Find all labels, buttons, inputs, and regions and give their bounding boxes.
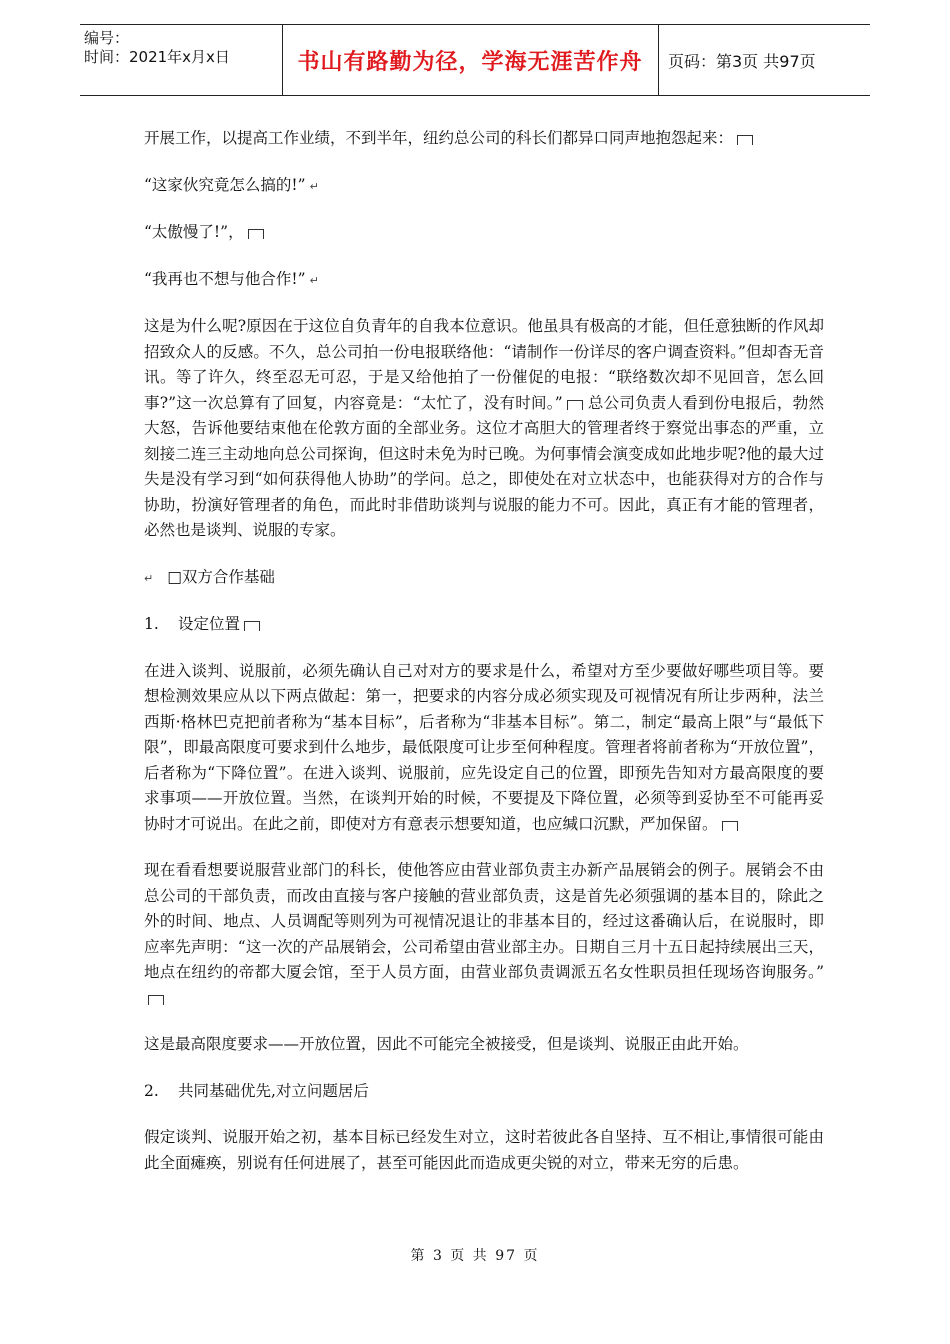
- subheading: 2. 共同基础优先,对立问题居后: [144, 1081, 369, 1100]
- paragraph: 开展工作，以提高工作业绩，不到半年，纽约总公司的科长们都异口同声地抱怨起来：: [144, 126, 824, 152]
- header-divider: [658, 25, 659, 95]
- line-break-icon: ↵: [144, 571, 154, 585]
- page-footer: 第 3 页 共 97 页: [410, 1248, 540, 1264]
- section-title: 双方合作基础: [181, 567, 275, 586]
- line-break-icon: ↵: [309, 273, 319, 287]
- header-motto: 书山有路勤为径，学海无涯苦作舟: [297, 49, 643, 75]
- document-number-label: 编号：: [84, 29, 130, 47]
- paragraph-mark-icon: [244, 621, 260, 631]
- paragraph-mark-icon: [722, 821, 738, 831]
- line-break-icon: ↵: [309, 179, 319, 193]
- paragraph-mark-icon: [148, 995, 164, 1005]
- paragraph: 这是为什么呢?原因在于这位自负青年的自我本位意识。他虽具有极高的才能，但任意独断的作风却招致众人的反感。不久，总公司拍一份电报联络他：“请制作一份详尽的客户调查资料。”但却杳无音讯。等了许久，终至忍无可忍，于是又给他拍了一份催促的电报：“联络数次却不见回音，怎么回事?”这一次总算有了回复，内容竟是：“太忙了，没有时间。” 总公司负责人看到份电报后，勃然大怒，告诉他要结束他在伦敦方面的全部业务。这位才高胆大的管理者终于察觉出事态的严重，立刻接二连三主动地向总公司探询，但这时未免为时已晚。为何事情会演变成如此地步呢?他的最大过失是没有学习到“如何获得他人协助”的学问。总之，即使处在对立状态中，也能获得对方的合作与协助，扮演好管理者的角色，而此时非借助谈判与说服的能力不可。因此，真正有才能的管理者，必然也是谈判、说服的专家。: [144, 317, 824, 539]
- paragraph-mark-icon: [248, 229, 264, 239]
- paragraph: 这是最高限度要求——开放位置，因此不可能完全被接受，但是谈判、说服正由此开始。: [144, 1035, 749, 1053]
- header-page-info: 页码：第3页 共97页: [668, 51, 816, 71]
- paragraph: 假定谈判、说服开始之初，基本目标已经发生对立，这时若彼此各自坚持、互不相让,事情很可能由此全面瘫痪，别说有任何进展了，甚至可能因此而造成更尖锐的对立，带来无穷的后患。: [144, 1128, 824, 1172]
- subheading: 1. 设定位置: [144, 612, 824, 638]
- page-header: [80, 24, 870, 96]
- paragraph-mark-icon: [567, 400, 583, 410]
- paragraph-mark-icon: [737, 135, 753, 145]
- document-body: [144, 126, 824, 1176]
- section-marker: □: [167, 567, 182, 586]
- paragraph: 在进入谈判、说服前，必须先确认自己对对方的要求是什么，希望对方至少要做好哪些项目等。要想检测效果应从以下两点做起：第一，把要求的内容分成必须实现及可视情况有所让步两种，法兰西斯·格林巴克把前者称为“基本目标”，后者称为“非基本目标”。第二，制定“最高上限”与“最低下限”，即最高限度可要求到什么地步，最低限度可让步至何种程度。管理者将前者称为“开放位置”，后者称为“下降位置”。在进入谈判、说服前，应先设定自己的位置，即预先告知对方最高限度的要求事项——开放位置。当然，在谈判开始的时候，不要提及下降位置，必须等到妥协至不可能再妥协时才可说出。在此之前，即使对方有意表示想要知道，也应缄口沉默，严加保留。: [144, 661, 824, 833]
- section-heading: [144, 565, 824, 592]
- quote-line: “这家伙究竟怎么搞的!” ↵: [144, 175, 319, 194]
- document-time: 时间：2021年x月x日: [84, 48, 230, 66]
- quote-line: “我再也不想与他合作!” ↵: [144, 269, 319, 288]
- paragraph: 现在看看想要说服营业部门的科长，使他答应由营业部负责主办新产品展销会的例子。展销会不由总公司的干部负责，而改由直接与客户接触的营业部负责，这是首先必须强调的基本目的，除此之外的时间、地点、人员调配等则列为可视情况退让的非基本目的，经过这番确认后，在说服时，即应率先声明：“这一次的产品展销会，公司希望由营业部主办。日期自三月十五日起持续展出三天，地点在纽约的帝都大厦会馆，至于人员方面，由营业部负责调派五名女性职员担任现场咨询服务。”: [144, 858, 824, 1011]
- quote-line: “太傲慢了!”，: [144, 220, 824, 246]
- header-divider: [282, 25, 283, 95]
- header-meta: [84, 29, 284, 67]
